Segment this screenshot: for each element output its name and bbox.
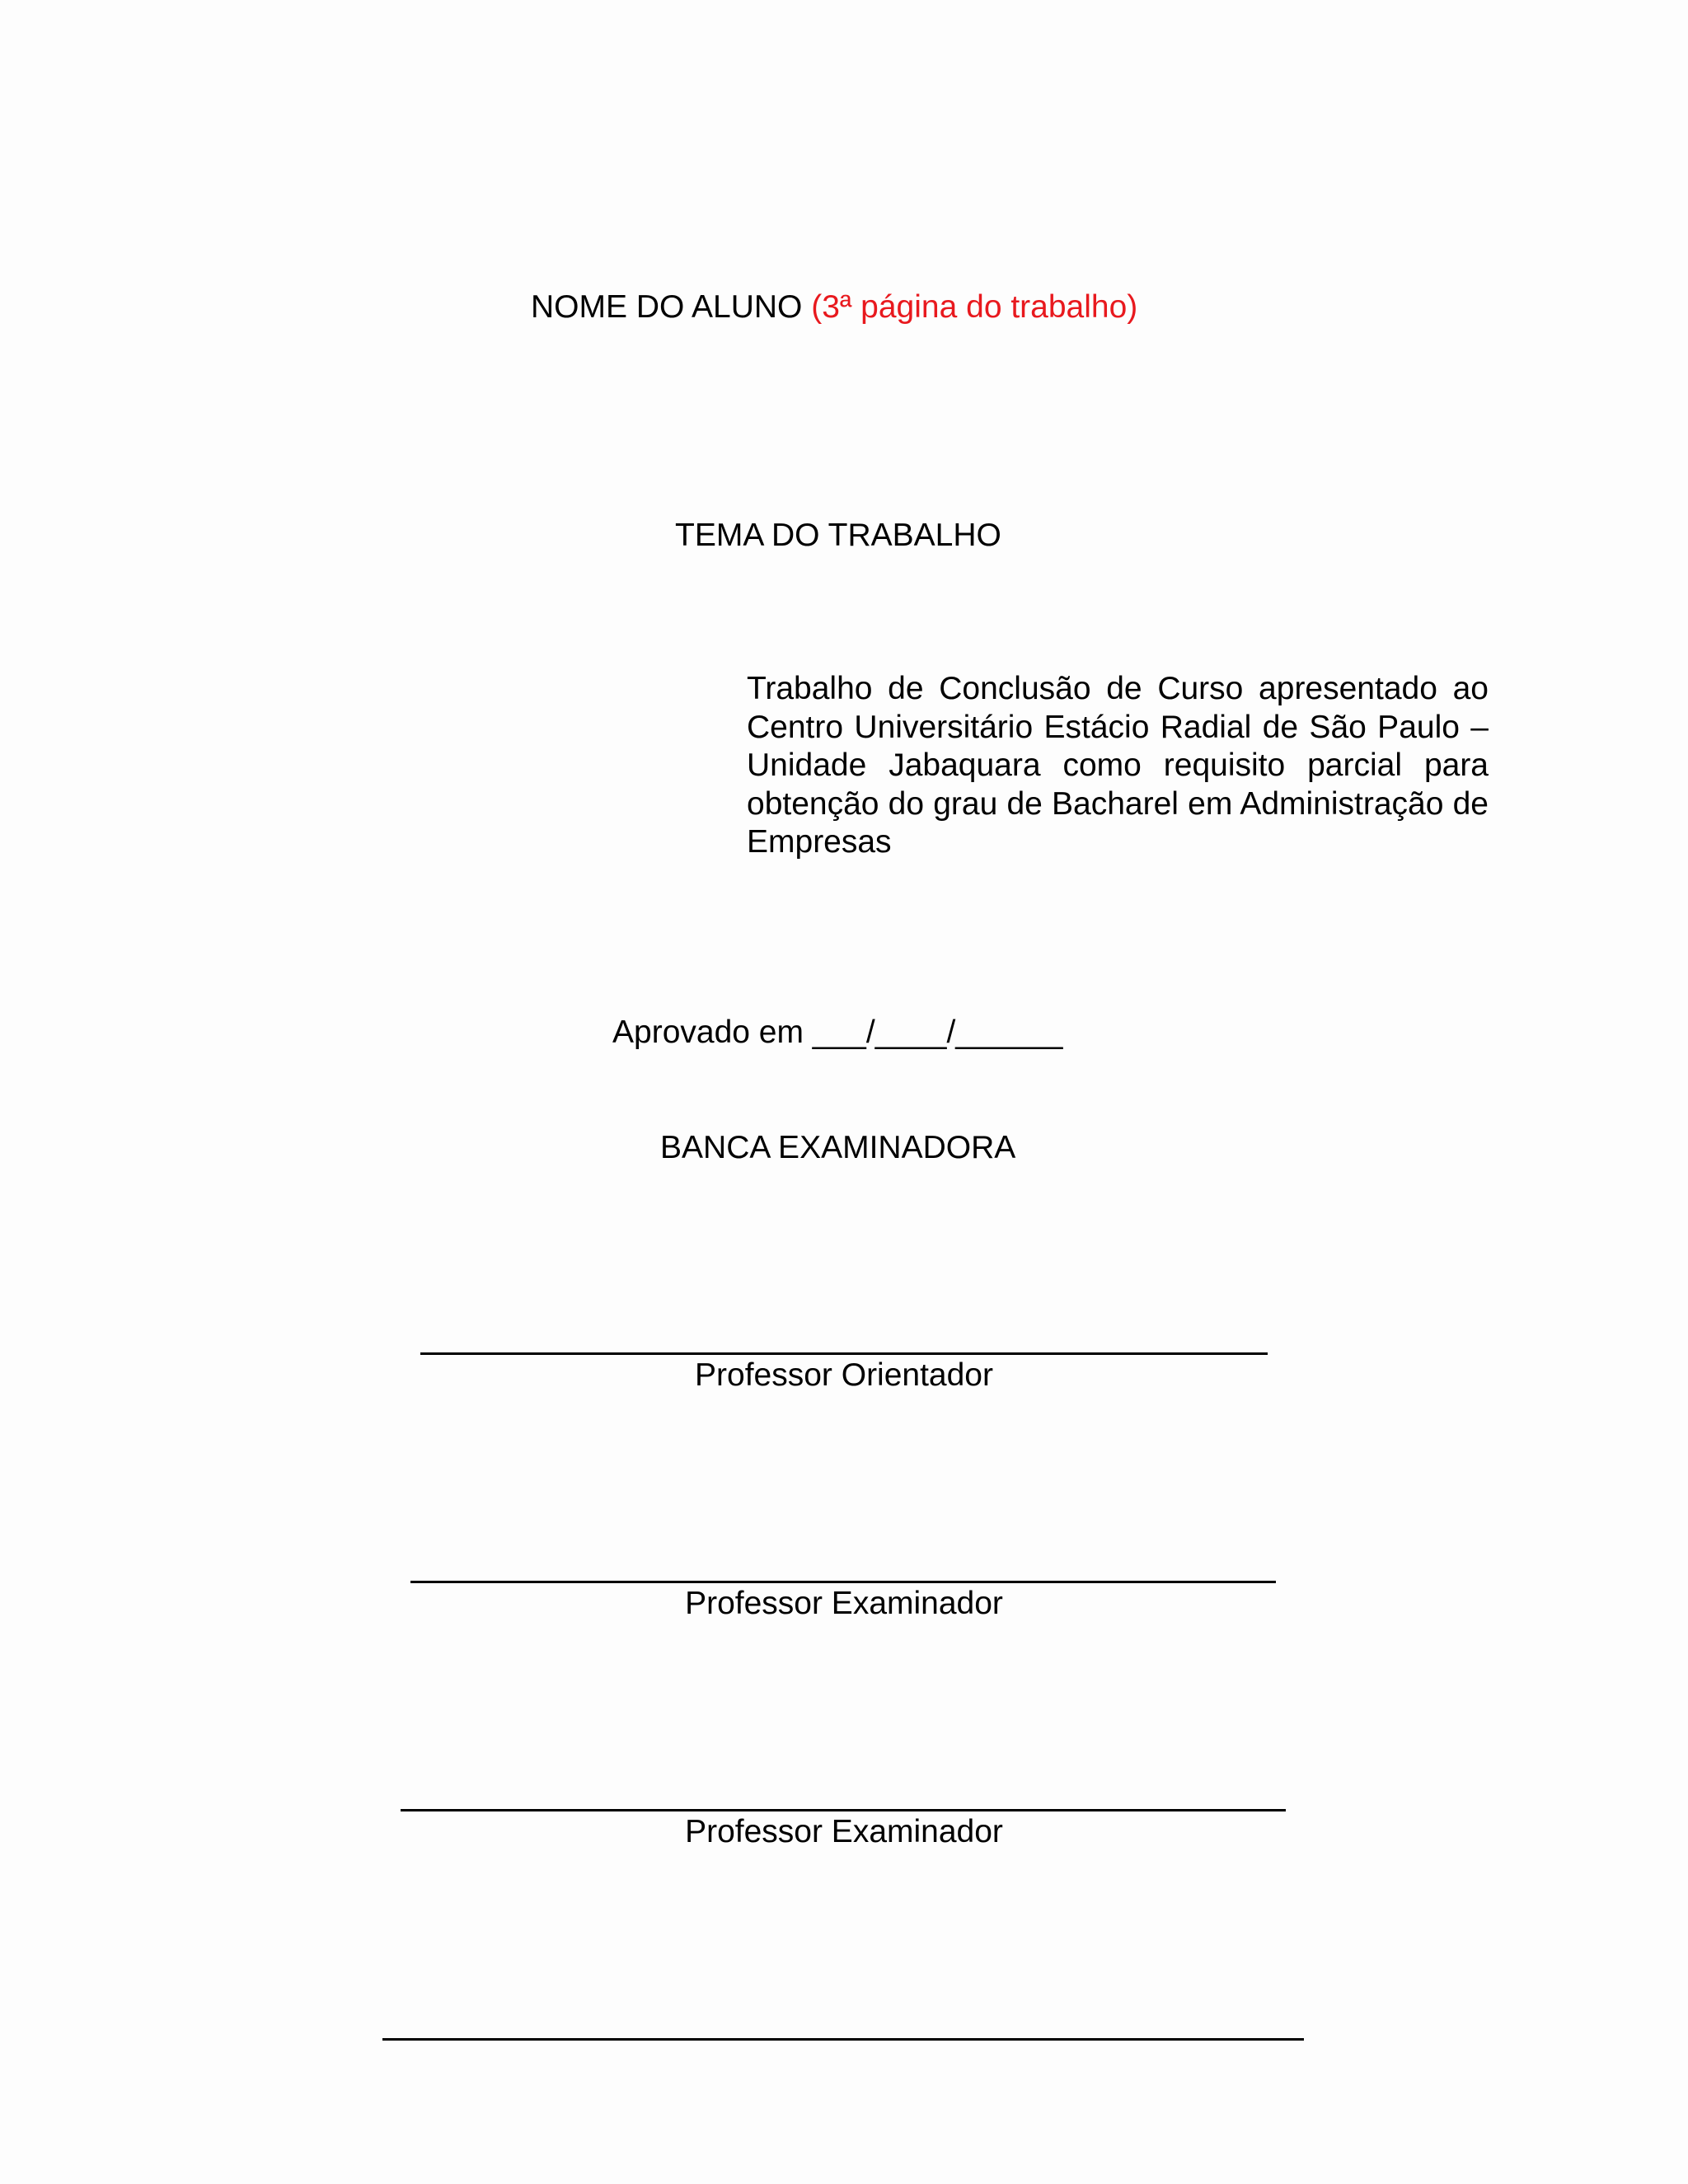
page-note: (3ª página do trabalho) — [811, 289, 1138, 325]
signature-line-extra — [382, 2038, 1304, 2041]
approval-date: Aprovado em ___/____/______ — [612, 1015, 1063, 1050]
board-title: BANCA EXAMINADORA — [660, 1130, 1016, 1165]
signature-line-examiner-2 — [401, 1809, 1286, 1811]
signature-label-examiner-2: Professor Examinador — [685, 1814, 1003, 1849]
signature-line-advisor — [420, 1352, 1268, 1355]
work-topic: TEMA DO TRABALHO — [675, 518, 1001, 553]
student-name: NOME DO ALUNO — [531, 289, 803, 325]
signature-line-examiner-1 — [410, 1581, 1276, 1583]
student-name-heading — [531, 288, 1137, 326]
signature-label-examiner-1: Professor Examinador — [685, 1586, 1003, 1621]
signature-label-advisor: Professor Orientador — [695, 1357, 993, 1393]
work-description: Trabalho de Conclusão de Curso apresentado ao Centro Universitário Estácio Radial de São Paulo – Unidade Jabaquara como requisito parcial para obtenção do grau de Bacharel em Administração de Empresas — [747, 671, 1489, 860]
